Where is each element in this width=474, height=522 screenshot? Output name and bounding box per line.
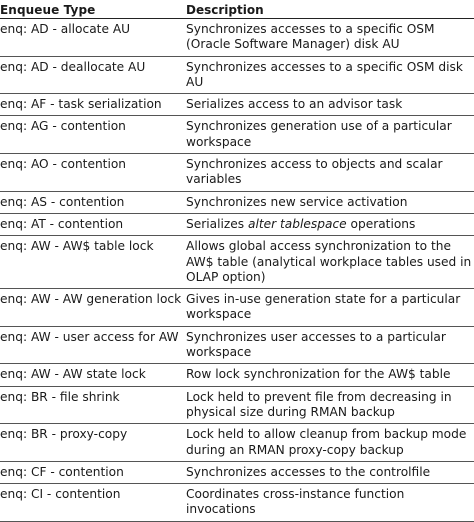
header-enqueue-type: Enqueue Type (0, 3, 96, 17)
table-header (0, 0, 474, 17)
description-cell: Synchronizes new service activation (186, 194, 408, 209)
description-text: operations (346, 216, 416, 231)
description-cell (186, 213, 474, 235)
table-row (0, 424, 474, 462)
description-cell: Lock held to prevent file from decreasing in physical size during RMAN backup (186, 389, 452, 419)
description-cell: Synchronizes accesses to a specific OSM disk AU (186, 59, 463, 89)
description-emphasis: alter tablespace (248, 216, 347, 231)
description-cell: Allows global access synchronization to the AW$ table (analytical workplace tables used in OLAP option) (186, 239, 472, 284)
table-row (0, 326, 474, 364)
description-cell: Gives in-use generation state for a particular workspace (186, 292, 461, 322)
table-row (0, 191, 474, 213)
description-text: Serializes (186, 216, 248, 231)
enqueue-table (0, 19, 474, 522)
enqueue-type-cell: enq: CF - contention (0, 464, 124, 479)
enqueue-type-cell: enq: AW - AW generation lock (0, 292, 182, 307)
header-description: Description (186, 3, 264, 17)
description-cell: Synchronizes access to objects and scalar variables (186, 157, 443, 187)
description-cell: Lock held to allow cleanup from backup mode during an RMAN proxy-copy backup (186, 427, 467, 457)
description-cell: Serializes access to an advisor task (186, 97, 403, 112)
table-row (0, 461, 474, 483)
enqueue-type-cell: enq: AW - AW$ table lock (0, 239, 154, 254)
enqueue-type-cell: enq: AD - deallocate AU (0, 59, 146, 74)
table-row (0, 213, 474, 235)
enqueue-type-cell: enq: AD - allocate AU (0, 22, 131, 36)
table-row (0, 154, 474, 192)
table-row (0, 289, 474, 327)
table-row (0, 236, 474, 289)
enqueue-type-cell: enq: BR - file shrink (0, 389, 120, 404)
enqueue-type-cell: enq: CI - contention (0, 487, 121, 502)
description-cell: Synchronizes user accesses to a particular workspace (186, 329, 446, 360)
table-row (0, 386, 474, 424)
description-cell: Coordinates cross-instance function invocations (186, 487, 405, 517)
enqueue-type-cell: enq: AG - contention (0, 119, 126, 134)
description-cell: Row lock synchronization for the AW$ table (186, 367, 451, 382)
enqueue-type-cell: enq: BR - proxy-copy (0, 427, 128, 442)
table-row (0, 364, 474, 386)
description-cell: Synchronizes accesses to a specific OSM (Oracle Software Manager) disk AU (186, 22, 435, 52)
table-row (0, 484, 474, 522)
enqueue-type-cell: enq: AO - contention (0, 157, 127, 172)
table-row (0, 94, 474, 116)
description-cell: Synchronizes generation use of a particular workspace (186, 119, 452, 149)
table-row (0, 116, 474, 154)
enqueue-type-cell: enq: AW - AW state lock (0, 367, 146, 382)
enqueue-type-cell: enq: AT - contention (0, 216, 124, 231)
description-cell: Synchronizes accesses to the controlfile (186, 464, 431, 479)
table-row (0, 19, 474, 56)
enqueue-type-cell: enq: AW - user access for AW (0, 329, 179, 344)
table-row (0, 56, 474, 94)
enqueue-type-cell: enq: AS - contention (0, 194, 125, 209)
enqueue-type-cell: enq: AF - task serialization (0, 97, 162, 112)
